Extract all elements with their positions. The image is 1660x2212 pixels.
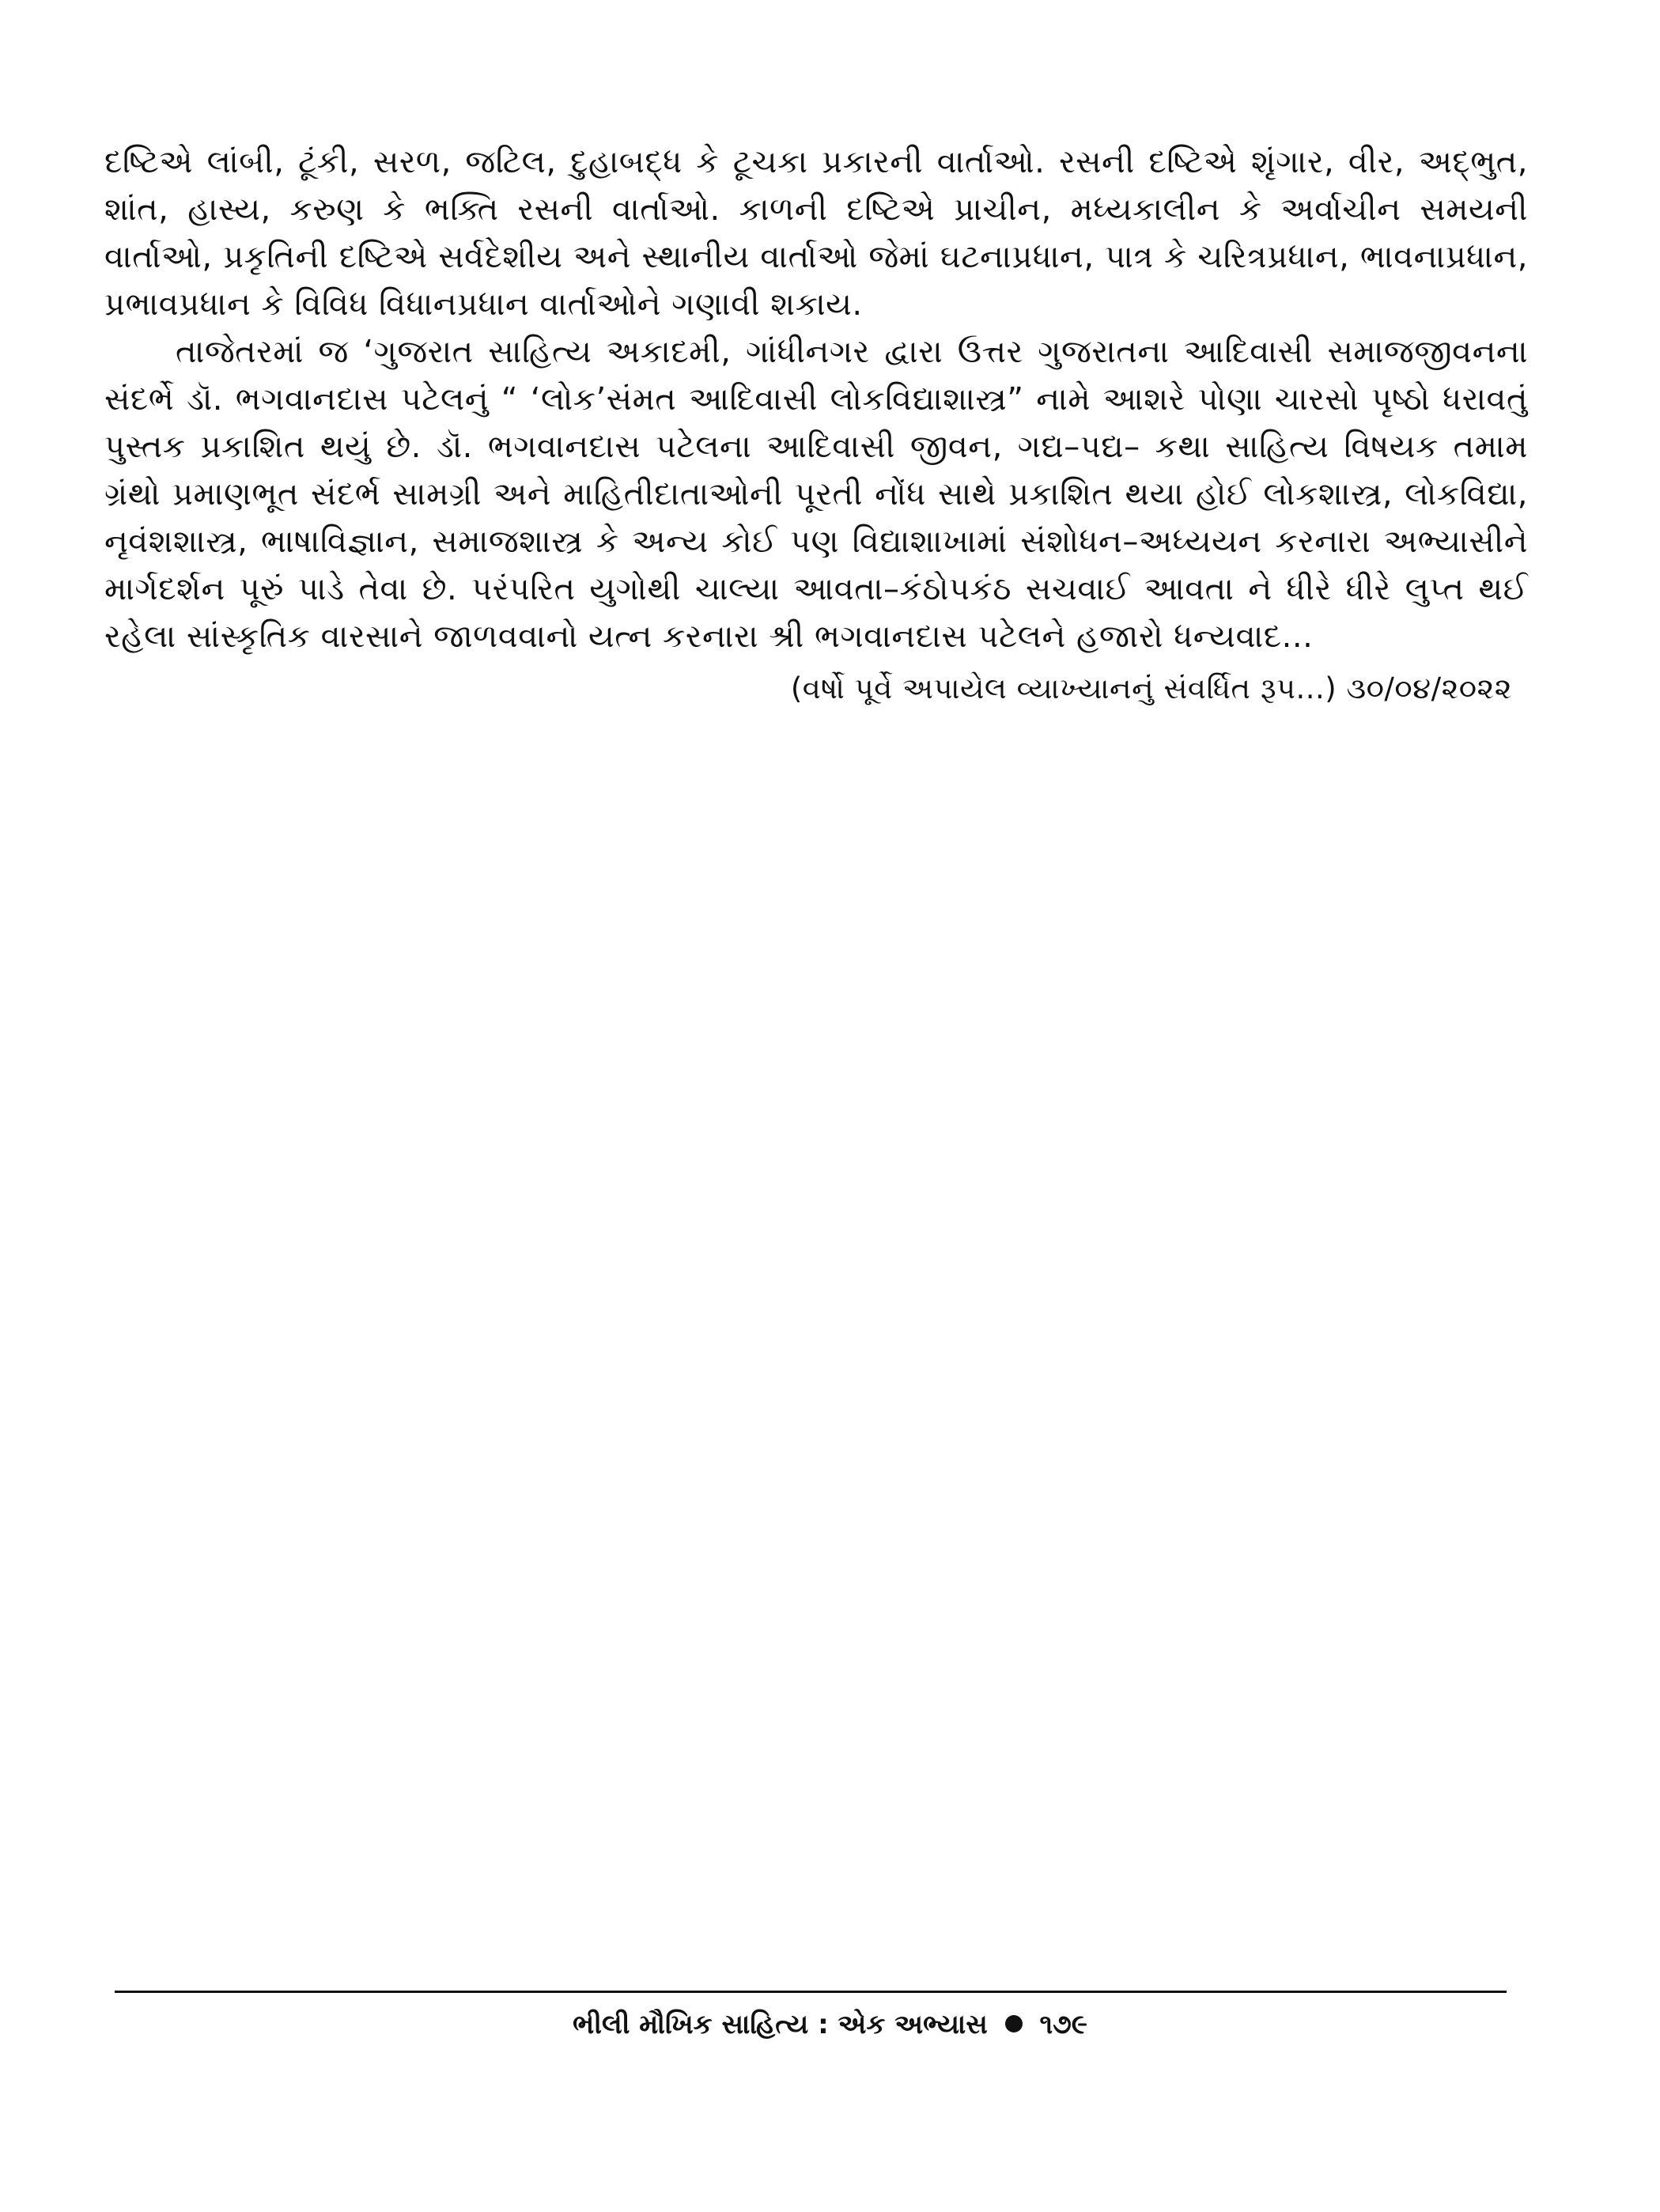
footer-book-title: ભીલી મૌખિક સાહિત્ય : એક અભ્યાસ [573, 2009, 988, 2040]
page-number: ૧૭૯ [1039, 2009, 1087, 2040]
body-paragraph: દષ્ટિએ લાંબી, ટૂંકી, સરળ, જટિલ, દુહાબદ્ધ કે ટૂચકા પ્રકારની વાર્તાઓ. રસની દષ્ટિએ શૃંગાર, વીર, અદ્ભુત, શાંત, હાસ્ય, કરુણ કે ભક્તિ રસની વાર્તાઓ. કાળની દષ્ટિએ પ્રાચીન, મધ્યકાલીન કે અર્વાચીન સમયની વાર્તાઓ, પ્રકૃતિની દષ્ટિએ સર્વદેશીય અને સ્થાનીય વાર્તાઓ જેમાં ઘટનાપ્રધાન, પાત્ર કે ચરિત્રપ્રધાન, ભાવનાપ્રધાન, પ્રભાવપ્રધાન કે વિવિધ વિધાનપ્રધાન વાર્તાઓને ગણાવી શકાય. [104, 144, 1528, 323]
page-body [104, 138, 1528, 713]
footer-divider [115, 1991, 1507, 1993]
bullet-icon [1005, 2015, 1023, 2032]
page-footer [0, 2006, 1660, 2043]
closing-note: (વર્ષો પૂર્વે અપાયેલ વ્યાખ્યાનનું સંવર્ધિત રૂપ...) ૩૦/૦૪/૨૦૨૨ [790, 671, 1512, 705]
body-paragraph: તાજેતરમાં જ ‘ગુજરાત સાહિત્ય અકાદમી, ગાંધીનગર દ્વારા ઉત્તર ગુજરાતના આદિવાસી સમાજજીવનના સંદર્ભે ડૉ. ભગવાનદાસ પટેલનું “ ‘લોક’સંમત આદિવાસી લોકવિદ્યાશાસ્ત્ર” નામે આશરે પોણા ચારસો પૃષ્ઠો ધરાવતું પુસ્તક પ્રકાશિત થયું છે. ડૉ. ભગવાનદાસ પટેલના આદિવાસી જીવન, ગદ્ય–પદ્ય– કથા સાહિત્ય વિષયક તમામ ગ્રંથો પ્રમાણભૂત સંદર્ભ સામગ્રી અને માહિતીદાતાઓની પૂરતી નોંધ સાથે પ્રકાશિત થયા હોઈ લોકશાસ્ત્ર, લોકવિદ્યા, નૃવંશશાસ્ત્ર, ભાષાવિજ્ઞાન, સમાજશાસ્ત્ર કે અન્ય કોઈ પણ વિદ્યાશાખામાં સંશોધન–અધ્યયન કરનારા અભ્યાસીને માર્ગદર્શન પૂરું પાડે તેવા છે. પરંપરિત યુગોથી ચાલ્યા આવતા–કંઠોપકંઠ સચવાઈ આવતા ને ધીરે ધીરે લુપ્ત થઈ રહેલા સાંસ્કૃતિક વારસાને જાળવવાનો યત્ન કરનારા શ્રી ભગવાનદાસ પટેલને હજારો ધન્યવાદ... [104, 334, 1528, 655]
